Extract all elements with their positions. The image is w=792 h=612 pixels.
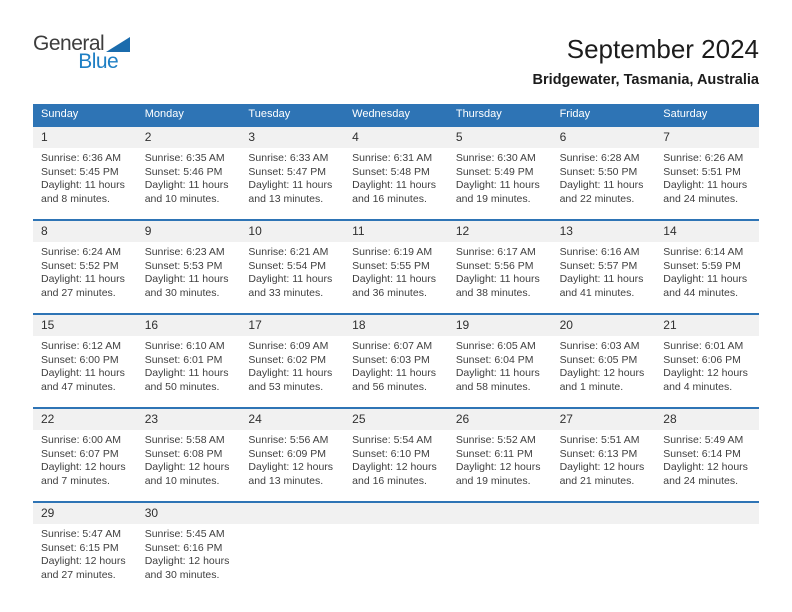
daylight-text: Daylight: 12 hours and 4 minutes. xyxy=(663,367,748,393)
sunset-text: Sunset: 6:09 PM xyxy=(248,447,327,460)
day-number: 26 xyxy=(448,409,552,430)
week-row xyxy=(33,125,759,219)
sunrise-text: Sunrise: 6:26 AM xyxy=(663,152,744,164)
day-number: 23 xyxy=(137,409,241,430)
daylight-text: Daylight: 11 hours and 22 minutes. xyxy=(559,179,644,205)
day-details xyxy=(448,524,552,528)
sunrise-text: Sunrise: 6:09 AM xyxy=(248,340,329,352)
daylight-text: Daylight: 11 hours and 13 minutes. xyxy=(248,179,333,205)
daylight-text: Daylight: 11 hours and 41 minutes. xyxy=(559,273,644,299)
day-cell-empty xyxy=(552,503,656,595)
sunrise-text: Sunrise: 6:28 AM xyxy=(559,152,640,164)
day-number: 13 xyxy=(552,221,656,242)
day-cell xyxy=(552,409,656,501)
day-number: 12 xyxy=(448,221,552,242)
daylight-text: Daylight: 11 hours and 53 minutes. xyxy=(248,367,333,393)
sunrise-text: Sunrise: 6:24 AM xyxy=(41,246,121,258)
day-details xyxy=(552,336,656,394)
sunset-text: Sunset: 6:08 PM xyxy=(144,447,223,460)
day-details xyxy=(552,524,656,528)
day-number: 9 xyxy=(137,221,241,242)
day-number: 4 xyxy=(344,127,448,148)
day-details xyxy=(137,430,241,488)
week-row xyxy=(33,313,759,407)
sunset-text: Sunset: 5:45 PM xyxy=(41,165,119,178)
sunrise-text: Sunrise: 5:54 AM xyxy=(352,434,433,446)
day-cell xyxy=(33,409,137,501)
weeks-container xyxy=(33,125,759,595)
sunrise-text: Sunrise: 6:23 AM xyxy=(144,246,225,258)
day-details xyxy=(448,148,552,206)
day-number: 22 xyxy=(33,409,137,430)
general-blue-logo xyxy=(33,33,131,72)
day-details xyxy=(137,336,241,394)
weekday-header-wednesday: Wednesday xyxy=(352,108,411,120)
sunset-text: Sunset: 6:13 PM xyxy=(559,447,638,460)
daylight-text: Daylight: 11 hours and 24 minutes. xyxy=(663,179,748,205)
sunrise-text: Sunrise: 6:00 AM xyxy=(41,434,121,446)
sunset-text: Sunset: 5:55 PM xyxy=(352,259,430,272)
sunset-text: Sunset: 5:57 PM xyxy=(559,259,638,272)
day-details xyxy=(240,148,344,206)
sunrise-text: Sunrise: 5:56 AM xyxy=(248,434,329,446)
day-details xyxy=(448,336,552,394)
sunrise-text: Sunrise: 6:17 AM xyxy=(455,246,536,258)
daylight-text: Daylight: 11 hours and 56 minutes. xyxy=(352,367,436,393)
day-cell-empty xyxy=(655,503,759,595)
daylight-text: Daylight: 11 hours and 47 minutes. xyxy=(41,367,125,393)
sunset-text: Sunset: 5:54 PM xyxy=(248,259,327,272)
day-number: 14 xyxy=(655,221,759,242)
day-details xyxy=(552,430,656,488)
week-row xyxy=(33,501,759,595)
day-details xyxy=(240,524,344,528)
day-number xyxy=(344,503,448,524)
day-cell xyxy=(448,221,552,313)
day-details xyxy=(240,336,344,394)
day-details xyxy=(448,430,552,488)
sunset-text: Sunset: 5:50 PM xyxy=(559,165,638,178)
daylight-text: Daylight: 12 hours and 7 minutes. xyxy=(41,461,126,487)
daylight-text: Daylight: 11 hours and 33 minutes. xyxy=(248,273,333,299)
day-number: 8 xyxy=(33,221,137,242)
sunset-text: Sunset: 6:14 PM xyxy=(663,447,741,460)
day-details xyxy=(33,148,137,206)
day-cell xyxy=(33,127,137,219)
week-row xyxy=(33,219,759,313)
day-details xyxy=(655,242,759,300)
day-number xyxy=(240,503,344,524)
sunset-text: Sunset: 6:00 PM xyxy=(41,353,119,366)
day-cell xyxy=(33,503,137,595)
day-details xyxy=(552,148,656,206)
sunrise-text: Sunrise: 6:35 AM xyxy=(144,152,225,164)
day-details xyxy=(552,242,656,300)
sunrise-text: Sunrise: 6:03 AM xyxy=(559,340,640,352)
day-number: 11 xyxy=(344,221,448,242)
sunset-text: Sunset: 6:01 PM xyxy=(144,353,223,366)
sunrise-text: Sunrise: 5:47 AM xyxy=(41,528,121,540)
week-row xyxy=(33,407,759,501)
sunrise-text: Sunrise: 6:19 AM xyxy=(352,246,433,258)
day-number: 19 xyxy=(448,315,552,336)
day-number: 21 xyxy=(655,315,759,336)
sunrise-text: Sunrise: 6:16 AM xyxy=(559,246,640,258)
day-number: 15 xyxy=(33,315,137,336)
sunset-text: Sunset: 6:06 PM xyxy=(663,353,741,366)
day-cell xyxy=(137,127,241,219)
day-cell xyxy=(448,409,552,501)
sunrise-text: Sunrise: 6:14 AM xyxy=(663,246,744,258)
day-cell xyxy=(137,315,241,407)
weekday-header-friday: Friday xyxy=(559,108,591,120)
day-cell xyxy=(240,315,344,407)
day-number: 17 xyxy=(240,315,344,336)
sunset-text: Sunset: 5:53 PM xyxy=(144,259,223,272)
daylight-text: Daylight: 12 hours and 13 minutes. xyxy=(248,461,334,487)
day-cell xyxy=(240,221,344,313)
sunrise-text: Sunrise: 6:10 AM xyxy=(144,340,225,352)
day-cell xyxy=(448,127,552,219)
weekday-header-monday: Monday xyxy=(144,108,184,120)
sunset-text: Sunset: 6:02 PM xyxy=(248,353,327,366)
daylight-text: Daylight: 11 hours and 36 minutes. xyxy=(352,273,436,299)
day-details xyxy=(448,242,552,300)
day-number xyxy=(448,503,552,524)
daylight-text: Daylight: 11 hours and 8 minutes. xyxy=(41,179,125,205)
day-cell-empty xyxy=(448,503,552,595)
sunset-text: Sunset: 6:07 PM xyxy=(41,447,119,460)
day-cell xyxy=(655,409,759,501)
day-cell xyxy=(344,315,448,407)
sunrise-text: Sunrise: 6:31 AM xyxy=(352,152,433,164)
day-number: 18 xyxy=(344,315,448,336)
day-number xyxy=(655,503,759,524)
day-cell xyxy=(344,409,448,501)
daylight-text: Daylight: 12 hours and 19 minutes. xyxy=(455,461,541,487)
sunrise-text: Sunrise: 6:07 AM xyxy=(352,340,433,352)
day-details xyxy=(655,430,759,488)
daylight-text: Daylight: 11 hours and 44 minutes. xyxy=(663,273,748,299)
logo-text-blue: Blue xyxy=(78,50,119,73)
sunset-text: Sunset: 6:15 PM xyxy=(41,541,119,554)
sunrise-text: Sunrise: 5:45 AM xyxy=(144,528,225,540)
sunset-text: Sunset: 6:05 PM xyxy=(559,353,638,366)
sunrise-text: Sunrise: 5:51 AM xyxy=(559,434,640,446)
weekday-header-saturday: Saturday xyxy=(663,108,708,120)
day-cell xyxy=(137,409,241,501)
daylight-text: Daylight: 11 hours and 16 minutes. xyxy=(352,179,436,205)
day-cell xyxy=(33,221,137,313)
day-cell xyxy=(344,221,448,313)
daylight-text: Daylight: 12 hours and 16 minutes. xyxy=(352,461,437,487)
day-details xyxy=(137,524,241,582)
sunset-text: Sunset: 5:47 PM xyxy=(248,165,327,178)
day-details xyxy=(137,148,241,206)
day-number: 3 xyxy=(240,127,344,148)
sunset-text: Sunset: 5:48 PM xyxy=(352,165,430,178)
weekday-header-thursday: Thursday xyxy=(455,108,502,120)
day-cell xyxy=(655,127,759,219)
sunrise-text: Sunrise: 6:36 AM xyxy=(41,152,121,164)
day-cell xyxy=(344,127,448,219)
day-number: 24 xyxy=(240,409,344,430)
daylight-text: Daylight: 11 hours and 27 minutes. xyxy=(41,273,125,299)
day-details xyxy=(344,430,448,488)
weekday-header-tuesday: Tuesday xyxy=(248,108,291,120)
weekday-header-sunday: Sunday xyxy=(41,108,79,120)
day-details xyxy=(33,524,137,582)
sunset-text: Sunset: 6:03 PM xyxy=(352,353,430,366)
day-details xyxy=(33,336,137,394)
sunrise-text: Sunrise: 5:52 AM xyxy=(455,434,536,446)
daylight-text: Daylight: 12 hours and 21 minutes. xyxy=(559,461,645,487)
sunset-text: Sunset: 5:51 PM xyxy=(663,165,741,178)
day-details xyxy=(344,336,448,394)
day-cell xyxy=(552,315,656,407)
day-details xyxy=(655,148,759,206)
day-number: 27 xyxy=(552,409,656,430)
page-subtitle: Bridgewater, Tasmania, Australia xyxy=(532,71,759,88)
daylight-text: Daylight: 11 hours and 30 minutes. xyxy=(144,273,229,299)
day-details xyxy=(655,524,759,528)
calendar xyxy=(33,104,759,595)
day-details xyxy=(344,524,448,528)
day-number: 10 xyxy=(240,221,344,242)
sunrise-text: Sunrise: 5:58 AM xyxy=(144,434,225,446)
sunset-text: Sunset: 6:04 PM xyxy=(455,353,534,366)
daylight-text: Daylight: 11 hours and 10 minutes. xyxy=(144,179,229,205)
logo-text-general: General xyxy=(33,32,105,55)
daylight-text: Daylight: 12 hours and 30 minutes. xyxy=(144,555,230,581)
daylight-text: Daylight: 11 hours and 50 minutes. xyxy=(144,367,229,393)
day-cell xyxy=(240,127,344,219)
day-cell xyxy=(33,315,137,407)
daylight-text: Daylight: 11 hours and 38 minutes. xyxy=(455,273,540,299)
sunrise-text: Sunrise: 6:01 AM xyxy=(663,340,744,352)
page-title: September 2024 xyxy=(566,34,759,64)
sunrise-text: Sunrise: 5:49 AM xyxy=(663,434,744,446)
day-number: 29 xyxy=(33,503,137,524)
day-number: 1 xyxy=(33,127,137,148)
sunrise-text: Sunrise: 6:05 AM xyxy=(455,340,536,352)
day-number: 30 xyxy=(137,503,241,524)
day-cell-empty xyxy=(344,503,448,595)
daylight-text: Daylight: 11 hours and 58 minutes. xyxy=(455,367,540,393)
day-details xyxy=(344,148,448,206)
day-number: 6 xyxy=(552,127,656,148)
day-cell xyxy=(655,221,759,313)
daylight-text: Daylight: 12 hours and 24 minutes. xyxy=(663,461,748,487)
day-cell xyxy=(137,503,241,595)
day-number: 20 xyxy=(552,315,656,336)
day-details xyxy=(137,242,241,300)
sunset-text: Sunset: 5:52 PM xyxy=(41,259,119,272)
day-number: 2 xyxy=(137,127,241,148)
daylight-text: Daylight: 11 hours and 19 minutes. xyxy=(455,179,540,205)
weekday-header-row xyxy=(33,104,759,125)
sunset-text: Sunset: 5:56 PM xyxy=(455,259,534,272)
sunset-text: Sunset: 5:46 PM xyxy=(144,165,223,178)
day-details xyxy=(33,430,137,488)
sunrise-text: Sunrise: 6:21 AM xyxy=(248,246,329,258)
sunrise-text: Sunrise: 6:33 AM xyxy=(248,152,329,164)
day-number: 16 xyxy=(137,315,241,336)
day-number xyxy=(552,503,656,524)
sunset-text: Sunset: 6:11 PM xyxy=(455,447,533,460)
day-number: 28 xyxy=(655,409,759,430)
sunset-text: Sunset: 6:10 PM xyxy=(352,447,430,460)
day-cell xyxy=(552,127,656,219)
title-block xyxy=(533,35,759,88)
daylight-text: Daylight: 12 hours and 27 minutes. xyxy=(41,555,126,581)
day-cell xyxy=(655,315,759,407)
daylight-text: Daylight: 12 hours and 10 minutes. xyxy=(144,461,230,487)
day-cell-empty xyxy=(240,503,344,595)
sunrise-text: Sunrise: 6:30 AM xyxy=(455,152,536,164)
day-cell xyxy=(137,221,241,313)
day-details xyxy=(240,430,344,488)
page-header xyxy=(33,33,759,88)
day-number: 25 xyxy=(344,409,448,430)
day-cell xyxy=(240,409,344,501)
sunrise-text: Sunrise: 6:12 AM xyxy=(41,340,121,352)
day-cell xyxy=(552,221,656,313)
day-cell xyxy=(448,315,552,407)
day-details xyxy=(344,242,448,300)
daylight-text: Daylight: 12 hours and 1 minute. xyxy=(559,367,645,393)
day-details xyxy=(33,242,137,300)
day-number: 5 xyxy=(448,127,552,148)
sunset-text: Sunset: 5:49 PM xyxy=(455,165,534,178)
day-details xyxy=(655,336,759,394)
sunset-text: Sunset: 5:59 PM xyxy=(663,259,741,272)
sunset-text: Sunset: 6:16 PM xyxy=(144,541,223,554)
day-number: 7 xyxy=(655,127,759,148)
day-details xyxy=(240,242,344,300)
